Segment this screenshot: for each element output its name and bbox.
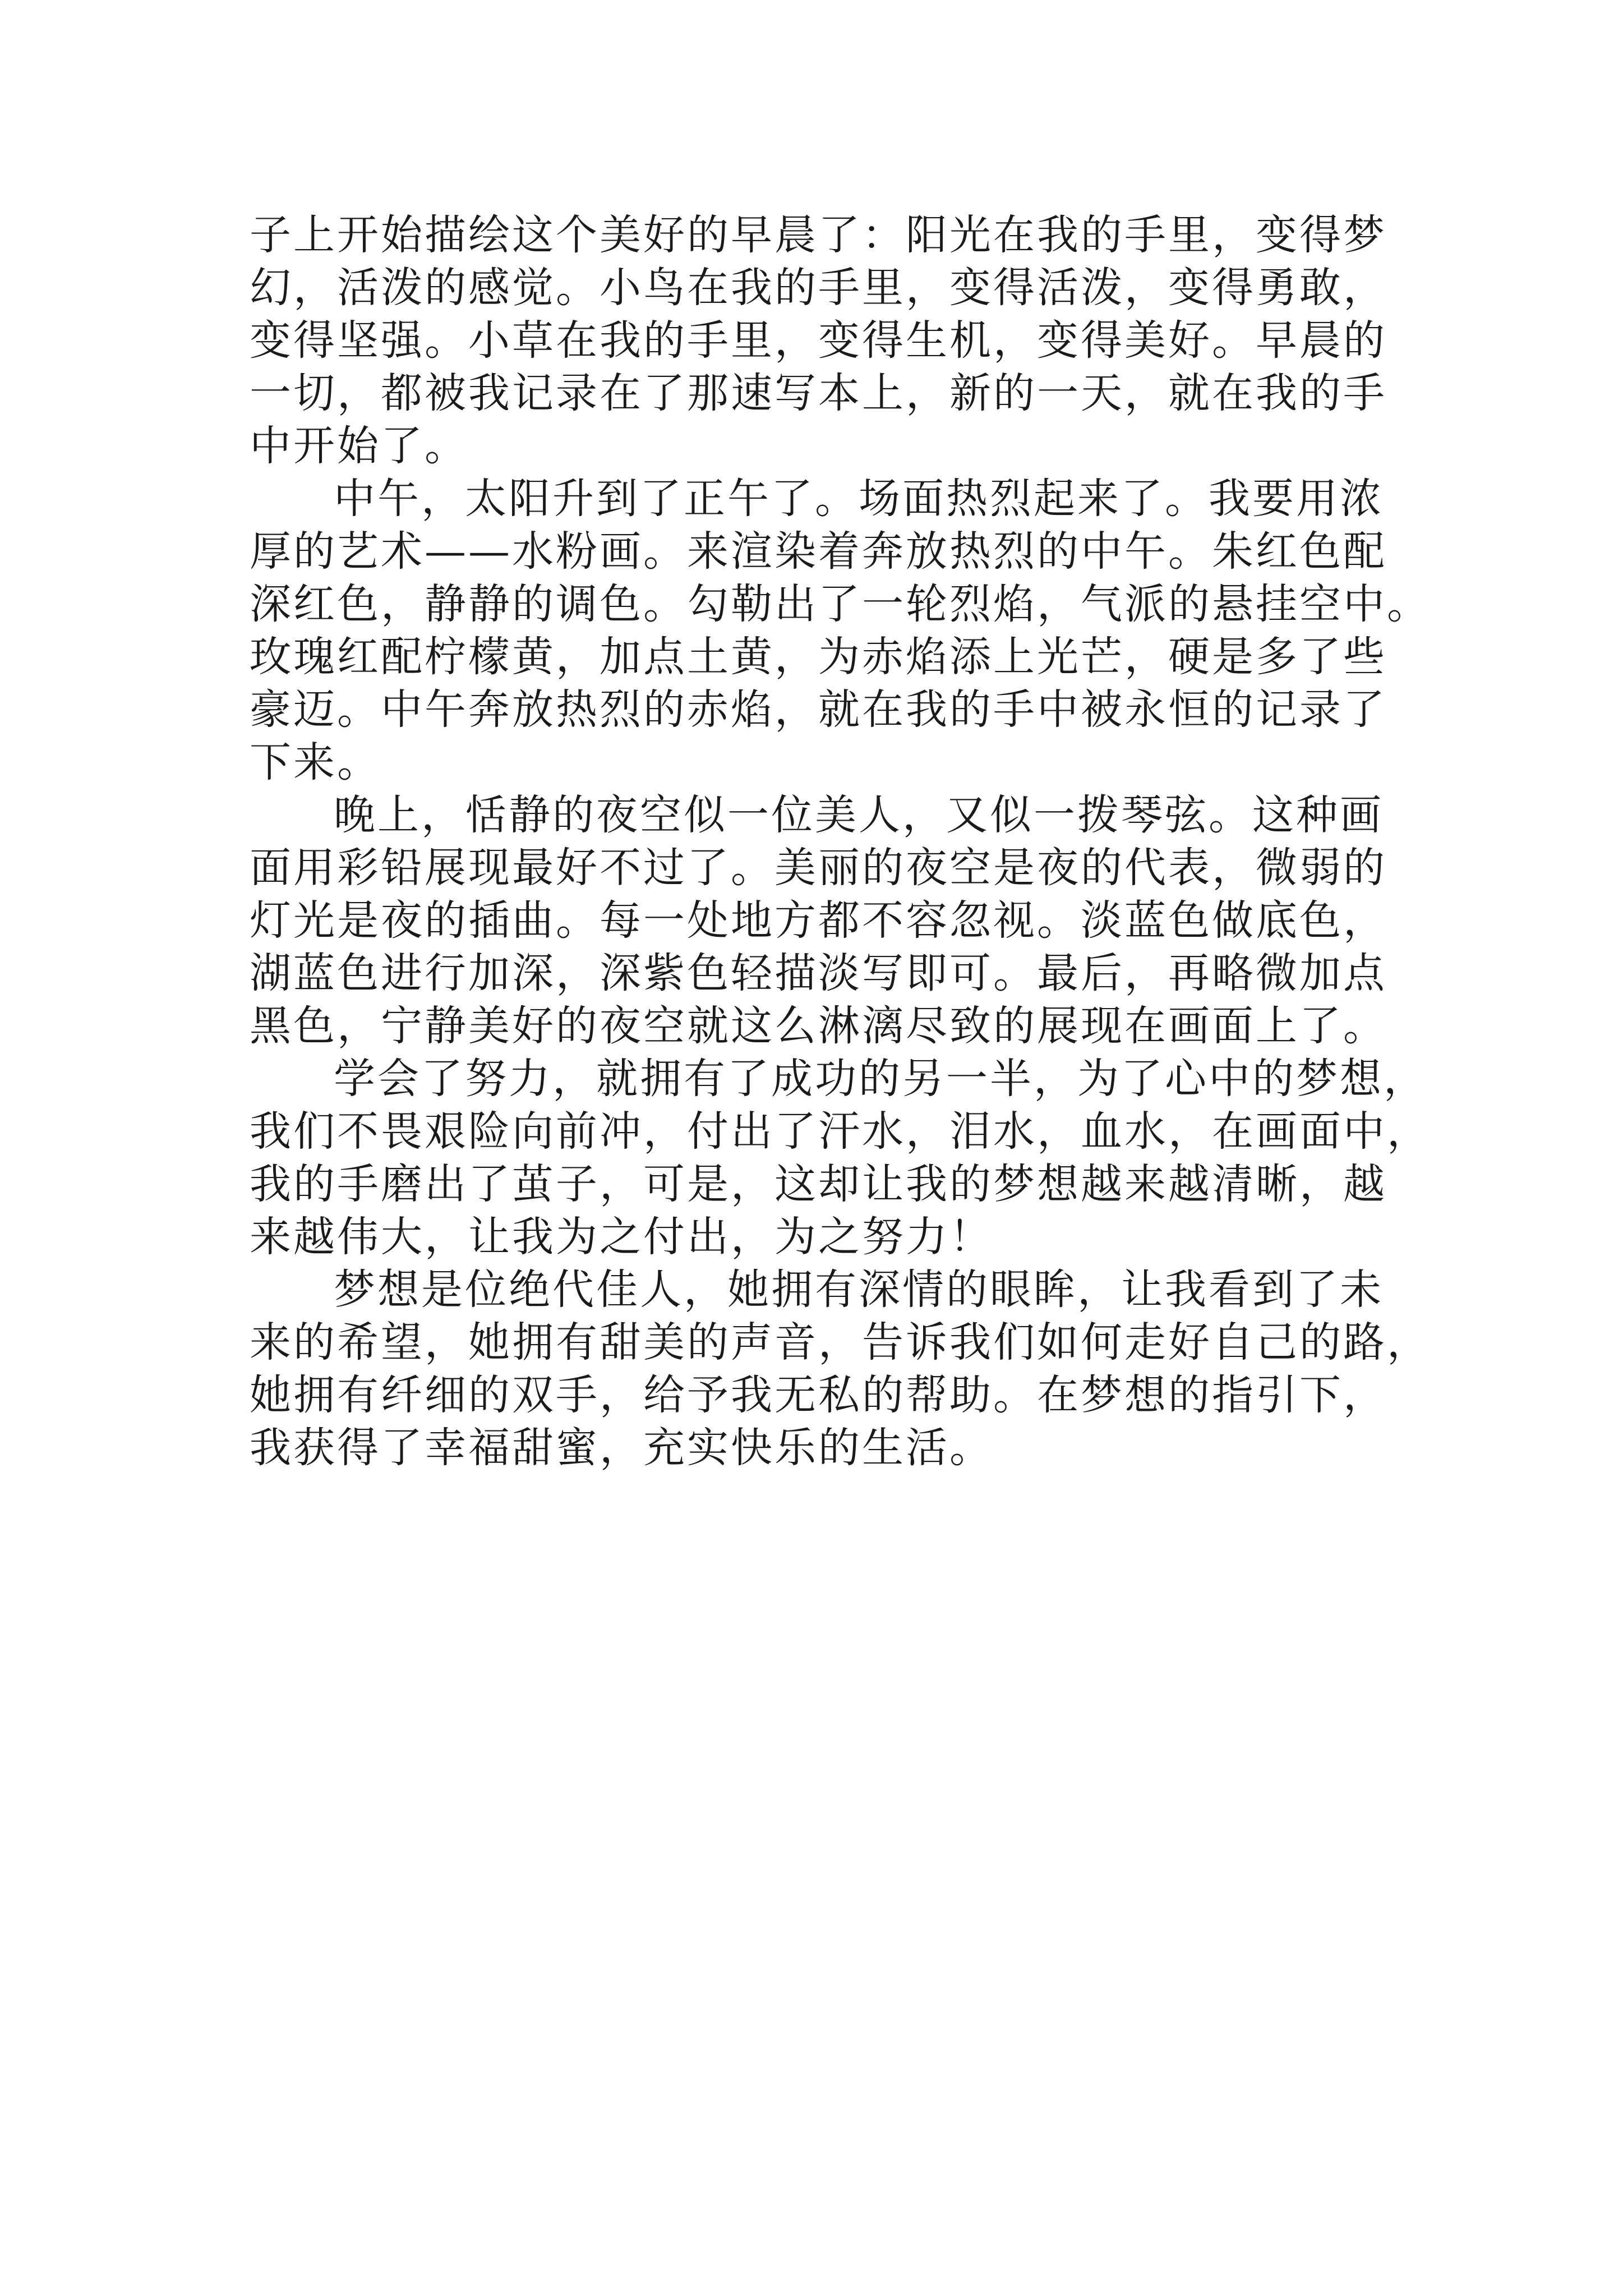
text-line: 一切，都被我记录在了那速写本上，新的一天，就在我的手	[250, 369, 1387, 417]
text-line: 豪迈。中午奔放热烈的赤焰，就在我的手中被永恒的记录了	[250, 685, 1387, 734]
text-line: 玫瑰红配柠檬黄，加点土黄，为赤焰添上光芒，硬是多了些	[250, 633, 1387, 681]
text-line: 来的希望，她拥有甜美的声音，告诉我们如何走好自己的路，	[250, 1318, 1431, 1366]
text-line: 下来。	[250, 738, 381, 786]
text-line: 厚的艺术——水粉画。来渲染着奔放热烈的中午。朱红色配	[250, 527, 1387, 576]
paragraph-4	[250, 1052, 1431, 1263]
text-line: 我们不畏艰险向前冲，付出了汗水，泪水，血水，在画面中，	[250, 1107, 1431, 1156]
text-line: 湖蓝色进行加深，深紫色轻描淡写即可。最后，再略微加点	[250, 949, 1387, 997]
paragraph-1	[250, 209, 1416, 472]
text-line: 学会了努力，就拥有了成功的另一半，为了心中的梦想，	[334, 1055, 1427, 1103]
text-line: 黑色，宁静美好的夜空就这么淋漓尽致的展现在画面上了。	[250, 1002, 1387, 1050]
paragraph-5	[250, 1263, 1431, 1474]
paragraph-2	[250, 472, 1431, 789]
text-line: 晚上，恬静的夜空似一位美人，又似一拨琴弦。这种画	[334, 791, 1384, 839]
text-line: 面用彩铅展现最好不过了。美丽的夜空是夜的代表，微弱的	[250, 844, 1387, 892]
text-line: 幻，活泼的感觉。小鸟在我的手里，变得活泼，变得勇敢，	[250, 264, 1387, 312]
text-line: 我获得了幸福甜蜜，充实快乐的生活。	[250, 1424, 993, 1472]
text-line: 中午，太阳升到了正午了。场面热烈起来了。我要用浓	[334, 475, 1384, 523]
text-line: 来越伟大，让我为之付出，为之努力！	[250, 1213, 993, 1261]
text-line: 子上开始描绘这个美好的早晨了：阳光在我的手里，变得梦	[250, 211, 1387, 259]
text-line: 我的手磨出了茧子，可是，这却让我的梦想越来越清晰，越	[250, 1160, 1387, 1208]
document-body	[250, 209, 1431, 1474]
text-line: 她拥有纤细的双手，给予我无私的帮助。在梦想的指引下，	[250, 1371, 1387, 1419]
text-line: 变得坚强。小草在我的手里，变得生机，变得美好。早晨的	[250, 316, 1387, 365]
paragraph-3	[250, 789, 1416, 1052]
text-line: 灯光是夜的插曲。每一处地方都不容忽视。淡蓝色做底色，	[250, 896, 1387, 945]
text-line: 梦想是位绝代佳人，她拥有深情的眼眸，让我看到了未	[334, 1266, 1384, 1314]
text-line: 深红色，静静的调色。勾勒出了一轮烈焰，气派的悬挂空中。	[250, 580, 1431, 628]
text-line: 中开始了。	[250, 422, 468, 470]
